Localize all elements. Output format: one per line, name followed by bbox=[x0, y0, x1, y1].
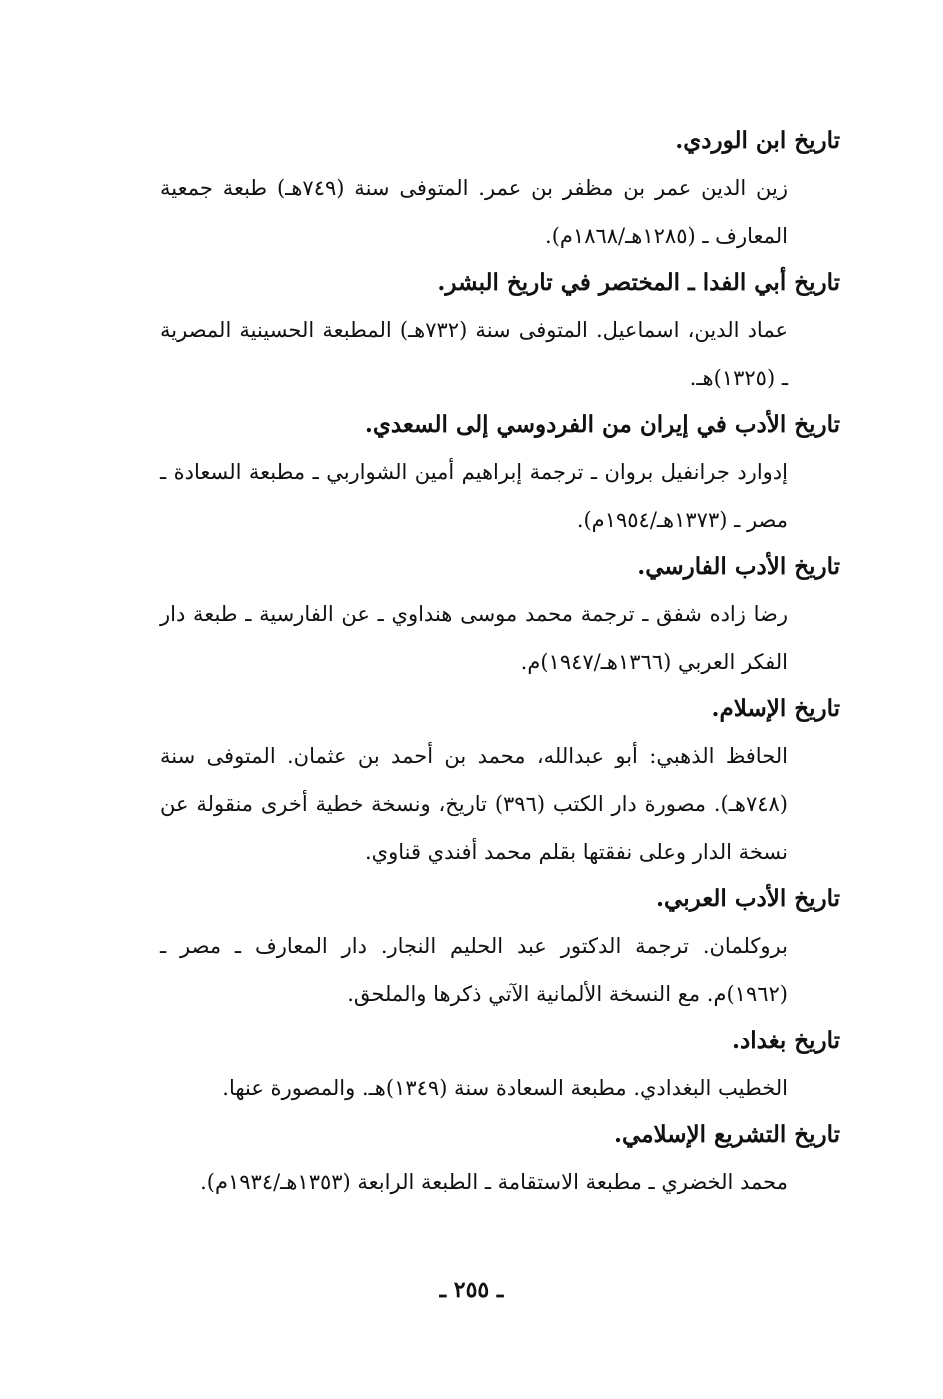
entry-description: محمد الخضري ـ مطبعة الاستقامة ـ الطبعة الرابعة (١٣٥٣هـ/١٩٣٤م). bbox=[200, 1170, 788, 1194]
bibliography-entry bbox=[160, 118, 840, 260]
entry-title: تاريخ الإسلام. bbox=[711, 695, 840, 722]
entry-title: تاريخ التشريع الإسلامي. bbox=[614, 1121, 840, 1148]
bibliography-list bbox=[160, 118, 840, 1206]
entry-description: إدوارد جرانفيل بروان ـ ترجمة إبراهيم أمين الشواربي ـ مطبعة السعادة ـ مصر ـ (١٣٧٣هـ/١٩٥٤م). bbox=[160, 460, 788, 532]
entry-description: عماد الدين، اسماعيل. المتوفى سنة (٧٣٢هـ) المطبعة الحسينية المصرية ـ (١٣٢٥)هـ. bbox=[160, 318, 788, 390]
entry-description: زين الدين عمر بن مظفر بن عمر. المتوفى سنة (٧٤٩هـ) طبعة جمعية المعارف ـ (١٢٨٥هـ/١٨٦٨م). bbox=[160, 176, 788, 248]
entry-title: تاريخ الأدب الفارسي. bbox=[637, 553, 840, 580]
bibliography-entry bbox=[160, 876, 840, 1018]
bibliography-entry bbox=[160, 544, 840, 686]
entry-description: بروكلمان. ترجمة الدكتور عبد الحليم النجار. دار المعارف ـ مصر ـ (١٩٦٢)م. مع النسخة الألمانية الآتي ذكرها والملحق. bbox=[160, 934, 788, 1006]
entry-description: الحافظ الذهبي: أبو عبدالله، محمد بن أحمد بن عثمان. المتوفى سنة (٧٤٨هـ). مصورة دار الكتب (٣٩٦) تاريخ، ونسخة خطية أخرى منقولة عن نسخة الدار وعلى نفقتها بقلم محمد أفندي قناوي. bbox=[160, 744, 788, 864]
entry-title: تاريخ بغداد. bbox=[732, 1027, 840, 1054]
bibliography-entry bbox=[160, 260, 840, 402]
bibliography-entry bbox=[160, 402, 840, 544]
page-number: ـ ٢٥٥ ـ bbox=[439, 1277, 504, 1303]
bibliography-entry bbox=[160, 1112, 840, 1206]
bibliography-entry bbox=[160, 1018, 840, 1112]
entry-description: الخطيب البغدادي. مطبعة السعادة سنة (١٣٤٩)هـ. والمصورة عنها. bbox=[222, 1076, 788, 1100]
entry-title: تاريخ ابن الوردي. bbox=[675, 127, 840, 154]
entry-description: رضا زاده شفق ـ ترجمة محمد موسى هنداوي ـ عن الفارسية ـ طبعة دار الفكر العربي (١٣٦٦هـ/١٩٤٧)م. bbox=[160, 602, 788, 674]
entry-title: تاريخ الأدب العربي. bbox=[656, 885, 840, 912]
entry-title: تاريخ أبي الفدا ـ المختصر في تاريخ البشر. bbox=[437, 269, 840, 296]
entry-title: تاريخ الأدب في إيران من الفردوسي إلى السعدي. bbox=[364, 411, 840, 438]
bibliography-entry bbox=[160, 686, 840, 876]
